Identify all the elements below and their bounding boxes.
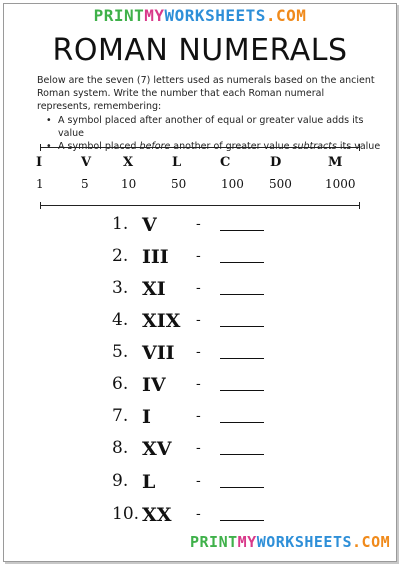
key-top-rule	[40, 147, 360, 148]
key-value: 100	[221, 177, 244, 191]
roman-numeral: XIX	[142, 310, 181, 332]
rule-item	[44, 114, 384, 140]
brand-print: PRINT	[190, 533, 238, 551]
key-value: 5	[81, 177, 89, 191]
bullet-icon: •	[46, 115, 52, 126]
roman-numeral: XV	[142, 438, 172, 460]
key-value: 50	[171, 177, 187, 191]
roman-numeral: IV	[142, 374, 166, 396]
question-number: 1.	[112, 214, 129, 234]
answer-blank[interactable]	[220, 262, 264, 263]
answer-blank[interactable]	[220, 326, 264, 327]
rule-text-post: its value	[336, 141, 381, 152]
key-letter: V	[81, 155, 92, 170]
brand-my: MY	[237, 533, 257, 551]
question-number: 2.	[112, 246, 129, 266]
dash: -	[196, 440, 201, 456]
roman-numeral: I	[142, 406, 151, 428]
brand-worksheets: WORKSHEETS	[164, 6, 266, 25]
brand-worksheets: WORKSHEETS	[256, 533, 353, 551]
dash: -	[196, 473, 201, 489]
answer-blank[interactable]	[220, 454, 264, 455]
key-value: 1000	[325, 177, 356, 191]
page-title: ROMAN NUMERALS	[52, 33, 348, 68]
roman-numeral: L	[142, 471, 156, 493]
answer-blank[interactable]	[220, 294, 264, 295]
brand-logo-top	[0, 6, 400, 25]
intro-text: Below are the seven (7) letters used as numerals based on the ancient Roman system. Write the number that each Roman numeral represents, remembering:	[37, 75, 375, 112]
dash: -	[196, 312, 201, 328]
answer-blank[interactable]	[220, 390, 264, 391]
key-letter: L	[172, 155, 182, 170]
dash: -	[196, 216, 201, 232]
bullet-icon: •	[46, 141, 52, 152]
brand-my: MY	[144, 6, 165, 25]
dash: -	[196, 408, 201, 424]
key-value: 500	[269, 177, 292, 191]
dash: -	[196, 376, 201, 392]
question-number: 10.	[112, 504, 140, 524]
rule-text: A symbol placed after another of equal or greater value adds its value	[58, 115, 364, 139]
rule-text-em: subtracts	[292, 141, 337, 152]
question-number: 4.	[112, 310, 129, 330]
key-letter: I	[36, 155, 43, 170]
answer-blank[interactable]	[220, 520, 264, 521]
question-number: 6.	[112, 374, 129, 394]
key-value: 10	[121, 177, 137, 191]
question-number: 8.	[112, 438, 129, 458]
answer-blank[interactable]	[220, 358, 264, 359]
roman-numeral: V	[142, 214, 157, 236]
question-number: 5.	[112, 342, 129, 362]
roman-numeral: VII	[142, 342, 175, 364]
rule-text-pre: A symbol placed	[58, 141, 140, 152]
roman-numeral: XX	[142, 504, 172, 526]
dash: -	[196, 280, 201, 296]
key-letter: C	[220, 155, 231, 170]
brand-print: PRINT	[93, 6, 145, 25]
roman-numeral: III	[142, 246, 169, 268]
dash: -	[196, 506, 201, 522]
brand-com: .COM	[352, 533, 391, 551]
answer-blank[interactable]	[220, 422, 264, 423]
question-number: 9.	[112, 471, 129, 491]
question-number: 3.	[112, 278, 129, 298]
key-letter: D	[270, 155, 282, 170]
rule-text-em: before	[139, 141, 171, 152]
answer-blank[interactable]	[220, 230, 264, 231]
question-number: 7.	[112, 406, 129, 426]
brand-com: .COM	[265, 6, 307, 25]
key-value: 1	[36, 177, 44, 191]
key-letter: M	[328, 155, 343, 170]
dash: -	[196, 248, 201, 264]
key-letters-row	[36, 155, 366, 170]
dash: -	[196, 344, 201, 360]
key-values-row	[36, 177, 366, 191]
rule-text-mid: another of greater value	[170, 141, 293, 152]
roman-numeral: XI	[142, 278, 166, 300]
key-bottom-rule	[40, 205, 360, 206]
key-letter: X	[123, 155, 134, 170]
answer-blank[interactable]	[220, 487, 264, 488]
brand-logo-bottom	[190, 533, 400, 551]
